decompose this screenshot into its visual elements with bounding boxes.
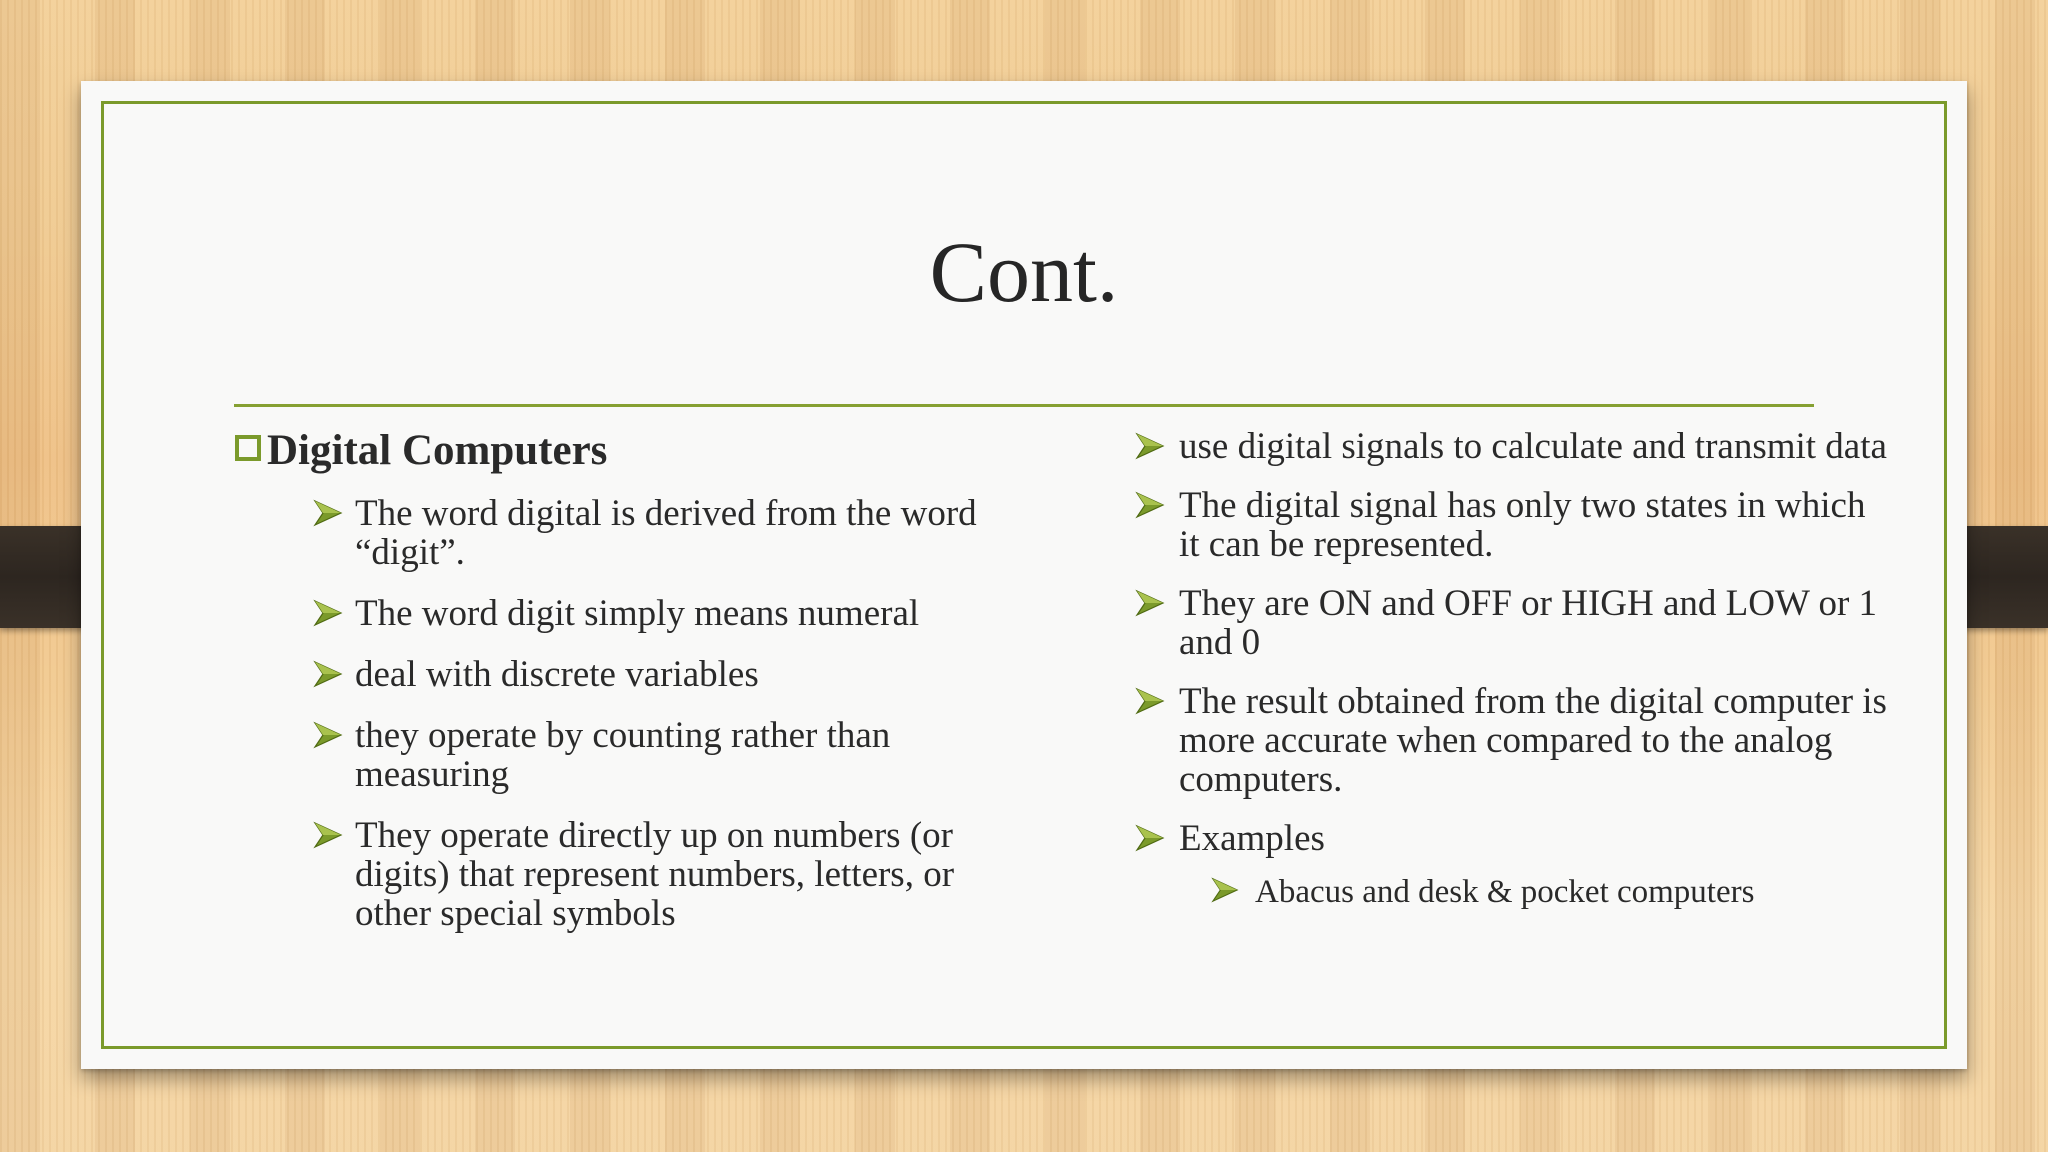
slide [81, 81, 1967, 1069]
bullet-item [1131, 819, 1891, 858]
bullet-item [1131, 427, 1891, 466]
arrow-bullet-icon [1135, 431, 1165, 461]
bullet-text: The digital signal has only two states in which it can be represented. [1179, 485, 1866, 565]
bullet-text: they operate by counting rather than measuring [355, 715, 891, 796]
square-bullet-icon [235, 435, 261, 461]
bullet-item [235, 655, 995, 694]
right-bullet-list [1131, 427, 1891, 910]
bullet-text: use digital signals to calculate and transmit data [1179, 426, 1887, 467]
arrow-bullet-icon [1211, 876, 1239, 904]
bullet-item [1131, 584, 1891, 662]
arrow-bullet-icon [1135, 823, 1165, 853]
left-column [235, 427, 995, 955]
bullet-text: They operate directly up on numbers (or digits) that represent numbers, letters, or other special symbols [355, 815, 955, 935]
bullet-item [235, 494, 995, 572]
left-bullet-list [235, 494, 995, 933]
bullet-item [235, 594, 995, 633]
bullet-item [1131, 682, 1891, 799]
bullet-text: The result obtained from the digital computer is more accurate when compared to the analog computers. [1179, 681, 1887, 800]
bullet-text: deal with discrete variables [355, 654, 759, 696]
bullet-item [235, 816, 995, 933]
title-divider [234, 404, 1814, 407]
bullet-text: They are ON and OFF or HIGH and LOW or 1 and 0 [1179, 583, 1878, 663]
sub-bullet-text: Abacus and desk & pocket computers [1255, 874, 1755, 910]
arrow-bullet-icon [313, 659, 343, 689]
bullet-item [235, 716, 995, 794]
bullet-text: The word digital is derived from the word “digit”. [355, 493, 977, 574]
arrow-bullet-icon [313, 598, 343, 628]
bullet-text: Examples [1179, 818, 1325, 859]
arrow-bullet-icon [313, 498, 343, 528]
bullet-text: The word digit simply means numeral [355, 593, 920, 635]
arrow-bullet-icon [313, 720, 343, 750]
section-heading-text: Digital Computers [267, 427, 608, 474]
bullet-item [1131, 486, 1891, 564]
sub-bullet-item [1131, 874, 1891, 910]
right-column [1131, 427, 1891, 930]
arrow-bullet-icon [313, 820, 343, 850]
arrow-bullet-icon [1135, 490, 1165, 520]
arrow-bullet-icon [1135, 588, 1165, 618]
slide-title: Cont. [929, 224, 1119, 320]
section-heading [235, 427, 995, 474]
arrow-bullet-icon [1135, 686, 1165, 716]
